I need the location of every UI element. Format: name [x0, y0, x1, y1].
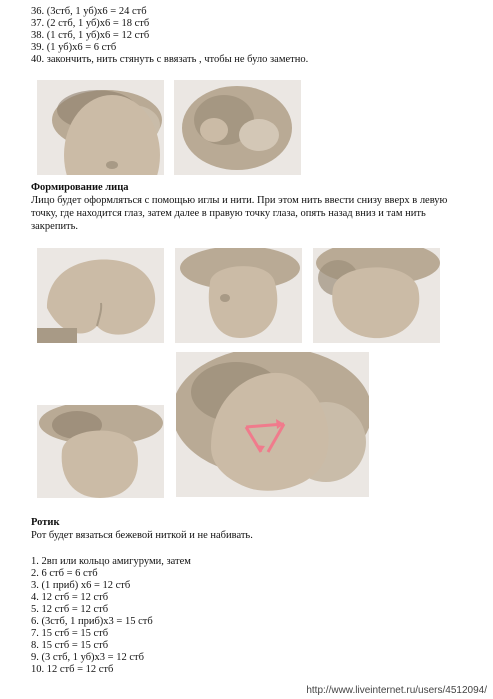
mouth-row-2: 2. 6 стб = 6 стб [31, 568, 98, 579]
mouth-intro: Рот будет вязаться бежевой ниткой и не набивать. [31, 530, 253, 541]
photo-head-back [37, 80, 164, 175]
row-37: 37. (2 стб, 1 уб)х6 = 18 стб [31, 18, 150, 29]
mouth-row-3: 3. (1 приб) х6 = 12 стб [31, 580, 131, 591]
mouth-row-7: 7. 15 стб = 15 стб [31, 628, 109, 639]
face-paragraph: Лицо будет оформляться с помощью иглы и нити. При этом нить ввести снизу вверх в левую точку, где находится глаз, затем далее в правую точку глаза, опять назад вниз и там нить закрепить. [31, 195, 448, 232]
row-39: 39. (1 уб)х6 = 6 стб [31, 42, 117, 53]
photo-face-arrows [176, 352, 369, 497]
photo-head-fur-top [174, 80, 301, 175]
watermark-url: http://www.liveinternet.ru/users/4512094/ [306, 685, 487, 696]
photo-nose-1 [37, 248, 164, 343]
row-38: 38. (1 стб, 1 уб)х6 = 12 стб [31, 30, 150, 41]
mouth-row-5: 5. 12 стб = 12 стб [31, 604, 109, 615]
mouth-row-1: 1. 2вп или кольцо амигуруми, затем [31, 556, 191, 567]
mouth-row-8: 8. 15 стб = 15 стб [31, 640, 109, 651]
photo-nose-3 [313, 248, 440, 343]
face-heading: Формирование лица [31, 182, 129, 193]
mouth-row-9: 9. (3 стб, 1 уб)х3 = 12 стб [31, 652, 144, 663]
photo-nose-2 [175, 248, 302, 343]
mouth-row-10: 10. 12 стб = 12 стб [31, 664, 114, 675]
mouth-heading: Ротик [31, 517, 60, 528]
row-40: 40. закончить, нить стянуть с ввязать , чтобы не було заметно. [31, 54, 309, 65]
photo-face-front [37, 405, 164, 498]
row-36: 36. (3стб, 1 уб)х6 = 24 стб [31, 6, 147, 17]
mouth-row-4: 4. 12 стб = 12 стб [31, 592, 109, 603]
mouth-row-6: 6. (3стб, 1 приб)х3 = 15 стб [31, 616, 153, 627]
